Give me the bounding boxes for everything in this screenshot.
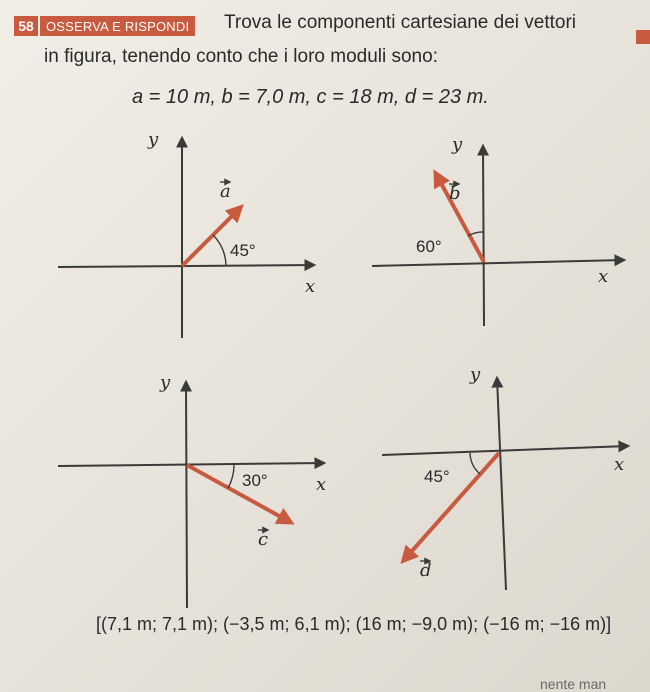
figure-vector-b	[372, 134, 624, 326]
x-axis	[372, 260, 624, 266]
y-axis	[483, 146, 484, 326]
y-axis	[186, 382, 187, 608]
vector-magnitudes: a = 10 m, b = 7,0 m, c = 18 m, d = 23 m.	[132, 86, 489, 108]
y-axis-label: y	[160, 372, 171, 393]
angle-arc	[470, 453, 480, 474]
x-axis-label: x	[614, 454, 625, 475]
exercise-text-line1: Trova le componenti cartesiane dei vettori	[224, 12, 577, 33]
x-axis-label: x	[316, 474, 327, 495]
angle-arc	[468, 232, 484, 236]
angle-label: 30°	[242, 471, 268, 490]
vector-label: c	[258, 529, 269, 550]
figure-vector-c	[58, 372, 326, 608]
angle-label: 45°	[230, 241, 256, 260]
angle-arc	[228, 465, 234, 488]
angle-arc	[213, 235, 226, 266]
y-axis-label: y	[470, 364, 481, 385]
vector-label: d	[420, 560, 432, 581]
x-axis-label: x	[305, 276, 316, 297]
answer-key: [(7,1 m; 7,1 m); (−3,5 m; 6,1 m); (16 m; −9,0 m); (−16 m; −16 m)]	[96, 614, 612, 634]
y-axis	[497, 378, 506, 590]
x-axis-label: x	[598, 266, 609, 287]
vector-label: a	[220, 181, 231, 202]
y-axis-label: y	[148, 129, 159, 150]
exercise-number: 58	[14, 16, 38, 36]
vector-label: b	[449, 183, 461, 204]
page-footer-text: nente man	[540, 676, 607, 692]
vector-c	[187, 465, 290, 522]
angle-label: 45°	[424, 467, 450, 486]
exercise-text-line2: in figura, tenendo conto che i loro moduli sono:	[44, 46, 438, 67]
vector-d	[404, 453, 499, 560]
x-axis	[382, 446, 628, 455]
figure-vector-d	[382, 364, 628, 590]
x-axis	[58, 265, 314, 267]
figure-vector-a	[58, 129, 315, 338]
angle-label: 60°	[416, 237, 442, 256]
exercise-label: OSSERVA E RISPONDI	[40, 16, 195, 36]
y-axis-label: y	[452, 134, 463, 155]
